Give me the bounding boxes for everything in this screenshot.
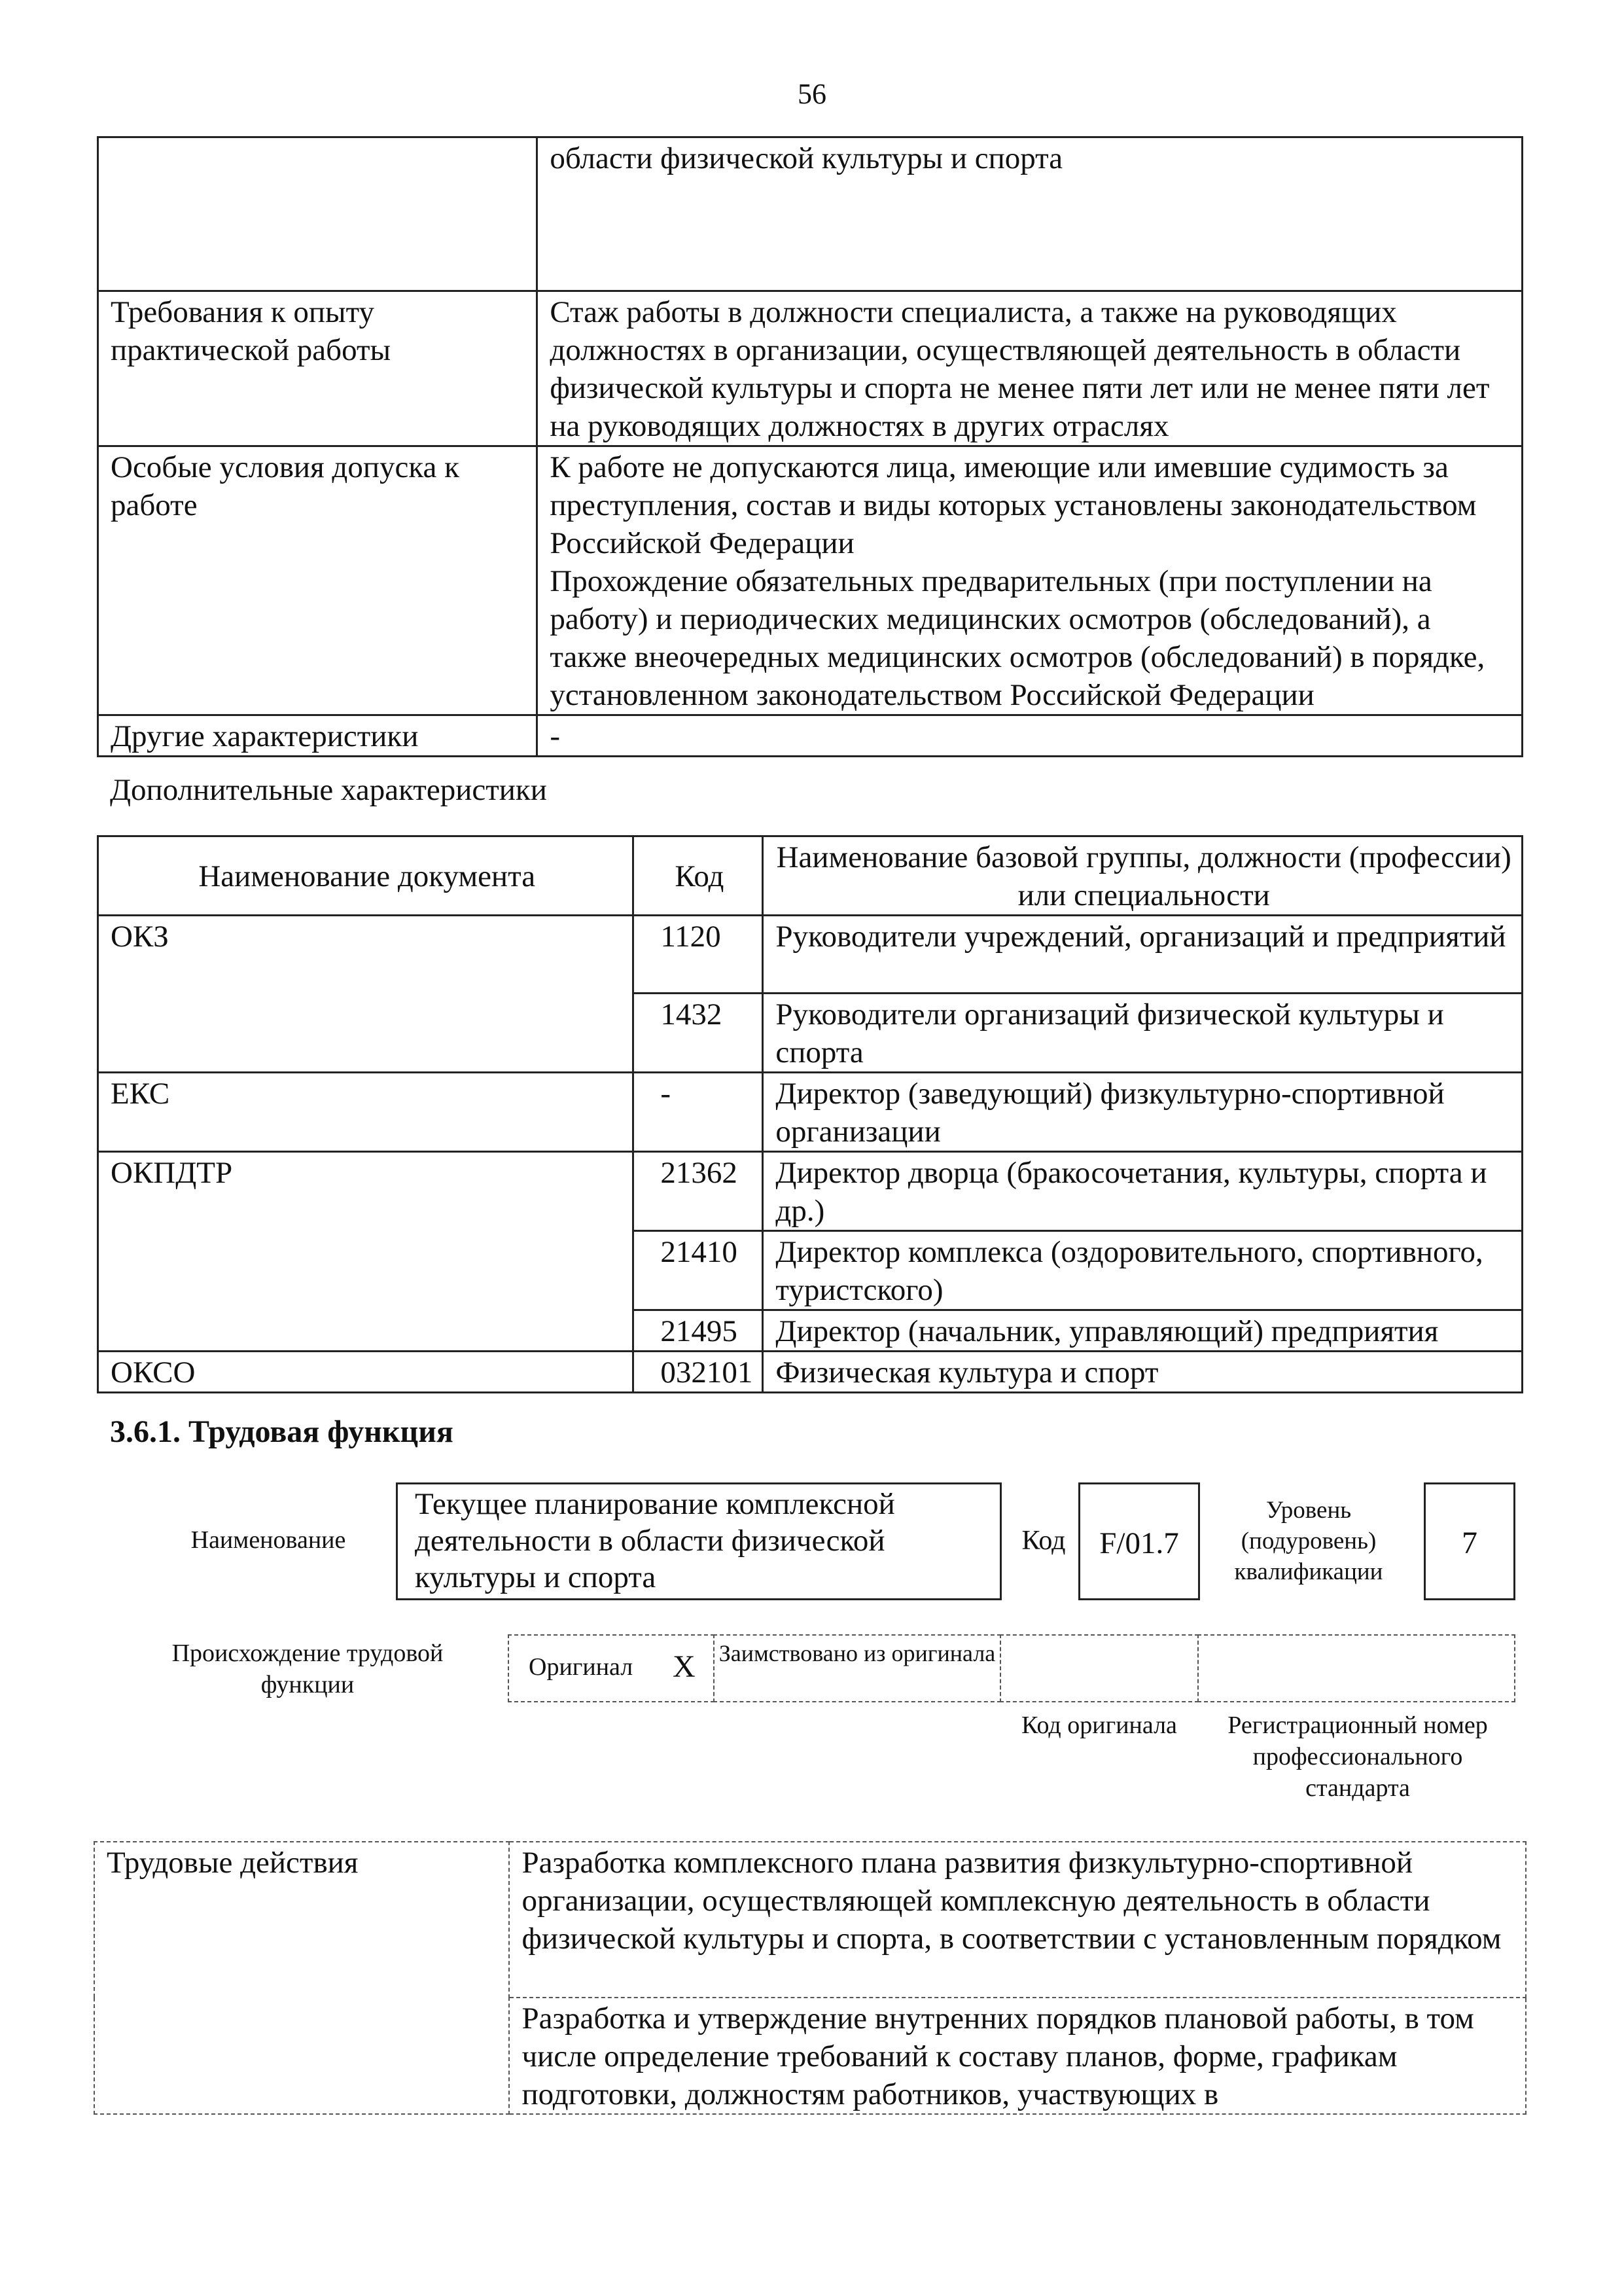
origin-label: Происхождение трудовой функции [171, 1640, 444, 1698]
action-item: Разработка комплексного плана развития физкультурно-спортивной организации, осуществляющей комплексную деятельность в области физической культуры и спорта, в соответствии с установленным порядком [509, 1842, 1526, 1998]
table-header-row [98, 836, 1523, 916]
code-cell: - [633, 1073, 763, 1152]
row-label: Требования к опыту практической работы [98, 291, 537, 446]
row-label: Другие характеристики [98, 715, 537, 757]
additional-table [97, 835, 1523, 1393]
action-item: Разработка и утверждение внутренних порядков плановой работы, в том числе определение требований к составу планов, форме, графикам подготовки, должностям работников, участвующих в [509, 1998, 1526, 2114]
name-cell: Директор (начальник, управляющий) предприятия [763, 1310, 1523, 1352]
row-label: Особые условия допуска к работе [98, 446, 537, 715]
doc-cell: ОКЗ [98, 916, 633, 1073]
borrowed-label: Заимствовано из оригинала [718, 1640, 996, 1666]
col-header-code: Код [633, 836, 763, 916]
row-value: Стаж работы в должности специалиста, а также на руководящих должностях в организации, осуществляющей деятельность в области физической культуры и спорта не менее пяти лет или не менее пяти лет на руководящих должностях в других отраслях [537, 291, 1523, 446]
code-cell: 21495 [633, 1310, 763, 1352]
table-row [98, 446, 1523, 715]
code-cell: 1432 [633, 994, 763, 1073]
row-value: К работе не допускаются лица, имеющие или имевшие судимость за преступления, состав и виды которых установлены законодательством Российской Федерации [550, 450, 1477, 560]
original-cell [508, 1634, 715, 1702]
col-header-name: Наименование базовой группы, должности (профессии) или специальности [763, 836, 1523, 916]
table-row [98, 291, 1523, 446]
doc-cell: ОКПДТР [98, 1152, 633, 1352]
table-row [98, 916, 1523, 994]
actions-table [94, 1841, 1527, 2115]
row-label [98, 137, 537, 291]
row-value: - [537, 715, 1523, 757]
name-cell: Директор комплекса (оздоровительного, спортивного, туристского) [763, 1231, 1523, 1310]
table-row [98, 1352, 1523, 1393]
additional-title: Дополнительные характеристики [110, 773, 547, 807]
original-code-cell [1000, 1634, 1199, 1702]
qualification-table [97, 136, 1523, 757]
name-cell: Директор (заведующий) физкультурно-спортивной организации [763, 1073, 1523, 1152]
doc-cell: ЕКС [98, 1073, 633, 1152]
section-title: 3.6.1. Трудовая функция [110, 1414, 453, 1449]
function-level-value: 7 [1424, 1482, 1515, 1600]
code-cell: 1120 [633, 916, 763, 994]
doc-cell: ОКСО [98, 1352, 633, 1393]
row-value: области физической культуры и спорта [537, 137, 1523, 291]
name-cell: Физическая культура и спорт [763, 1352, 1523, 1393]
original-mark: X [673, 1649, 696, 1684]
table-row [98, 715, 1523, 757]
original-label: Оригинал [529, 1653, 633, 1681]
table-row [98, 1073, 1523, 1152]
name-cell: Руководители учреждений, организаций и предприятий [763, 916, 1523, 994]
name-cell: Руководители организаций физической культуры и спорта [763, 994, 1523, 1073]
reg-number-label: Регистрационный номер профессионального стандарта [1227, 1712, 1488, 1802]
actions-label: Трудовые действия [94, 1842, 509, 2114]
table-row [98, 1152, 1523, 1231]
function-code-value: F/01.7 [1078, 1482, 1200, 1600]
code-original-label: Код оригинала [1021, 1712, 1177, 1739]
code-cell: 21362 [633, 1152, 763, 1231]
reg-number-cell [1197, 1634, 1515, 1702]
table-row [98, 137, 1523, 291]
page-number: 56 [798, 78, 826, 110]
name-label: Наименование [190, 1526, 346, 1554]
row-value-2: Прохождение обязательных предварительных (при поступлении на работу) и периодических медицинских осмотров (обследований), а также внеочередных медицинских осмотров (обследований) в порядке, установленном законодательством Российской Федерации [550, 564, 1485, 712]
table-row [94, 1842, 1526, 1998]
name-cell: Директор дворца (бракосочетания, культуры, спорта и др.) [763, 1152, 1523, 1231]
code-label: Код [1021, 1526, 1066, 1556]
level-label: Уровень (подуровень) квалификации [1234, 1497, 1383, 1585]
function-name-box [396, 1482, 1002, 1600]
code-cell: 21410 [633, 1231, 763, 1310]
borrowed-cell [713, 1634, 1001, 1702]
function-name-value: Текущее планирование комплексной деятельности в области физической культуры и спорта [415, 1487, 895, 1594]
code-cell: 032101 [633, 1352, 763, 1393]
col-header-document: Наименование документа [98, 836, 633, 916]
